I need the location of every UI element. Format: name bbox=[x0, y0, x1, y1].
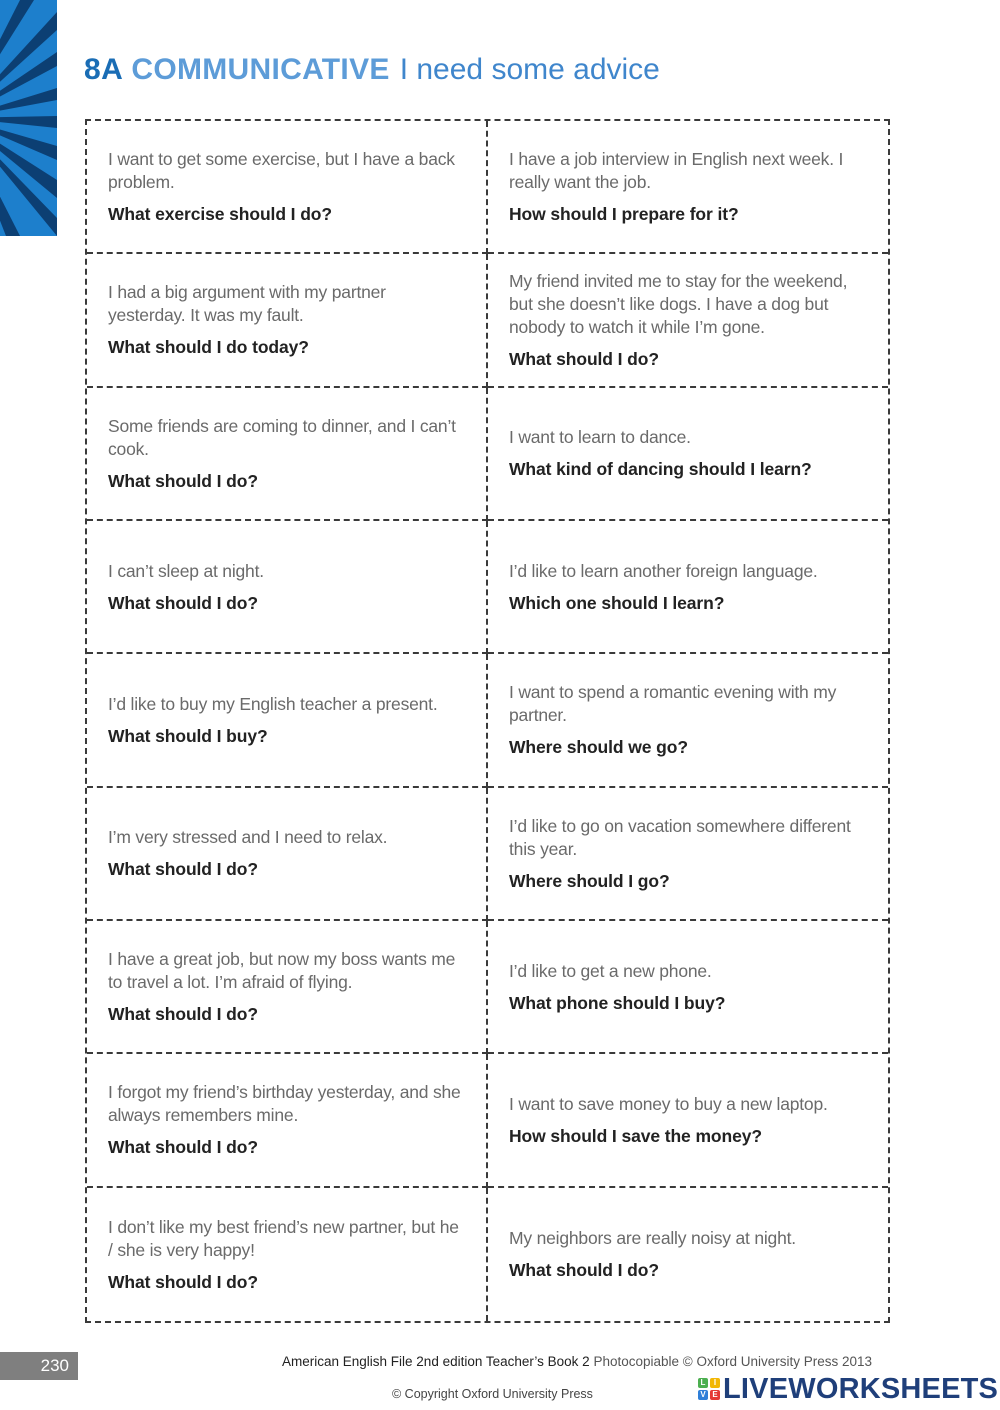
card-question: What kind of dancing should I learn? bbox=[509, 459, 812, 480]
card-question: Which one should I learn? bbox=[509, 592, 725, 613]
card-situation: Some friends are coming to dinner, and I can’t cook. bbox=[108, 415, 456, 459]
logo-square-l: L bbox=[698, 1378, 708, 1388]
page-title bbox=[84, 50, 660, 90]
card-question: What should I do? bbox=[108, 1271, 258, 1292]
logo-wordmark: LIVEWORKSHEETS bbox=[723, 1373, 999, 1405]
card-situation: I can’t sleep at night. bbox=[108, 560, 264, 581]
book-title: American English File 2nd edition Teacher’s Book 2 bbox=[282, 1354, 590, 1369]
card-question: How should I prepare for it? bbox=[509, 204, 739, 225]
card-question: What should I do? bbox=[108, 859, 258, 880]
card-question: What should I do? bbox=[108, 1137, 258, 1158]
card-situation: I want to learn to dance. bbox=[509, 427, 691, 448]
page-number: 230 bbox=[0, 1352, 78, 1380]
sunburst-rays-icon bbox=[0, 0, 57, 236]
logo-square-i: I bbox=[710, 1378, 720, 1388]
advice-card bbox=[87, 654, 488, 787]
card-situation: I’d like to learn another foreign language. bbox=[509, 560, 818, 581]
advice-card bbox=[488, 521, 888, 654]
logo-square-e: E bbox=[710, 1390, 720, 1400]
card-question: What should I do? bbox=[509, 1260, 659, 1281]
card-question: Where should I go? bbox=[509, 870, 670, 891]
card-question: What phone should I buy? bbox=[509, 992, 726, 1013]
advice-card bbox=[488, 254, 888, 387]
footer-credit bbox=[282, 1352, 892, 1372]
logo-square-v: V bbox=[698, 1390, 708, 1400]
card-situation: I don’t like my best friend’s new partner, but he / she is very happy! bbox=[108, 1216, 459, 1260]
advice-card bbox=[87, 254, 488, 387]
card-situation: I have a job interview in English next week. I really want the job. bbox=[509, 149, 844, 193]
advice-card bbox=[488, 388, 888, 521]
liveworksheets-logo[interactable] bbox=[698, 1374, 998, 1404]
live-squares-icon bbox=[698, 1378, 720, 1400]
card-situation: I’d like to go on vacation somewhere different this year. bbox=[509, 815, 851, 859]
advice-card bbox=[488, 1054, 888, 1187]
copyright-notice: © Copyright Oxford University Press bbox=[392, 1387, 593, 1401]
advice-card bbox=[488, 788, 888, 921]
advice-card bbox=[87, 521, 488, 654]
advice-card bbox=[87, 788, 488, 921]
card-question: How should I save the money? bbox=[509, 1125, 762, 1146]
advice-card bbox=[488, 1188, 888, 1321]
card-situation: I want to spend a romantic evening with my partner. bbox=[509, 682, 837, 726]
card-question: What should I buy? bbox=[108, 725, 268, 746]
unit-code: 8A bbox=[84, 53, 124, 86]
card-question: What should I do? bbox=[108, 592, 258, 613]
card-question: What exercise should I do? bbox=[108, 204, 332, 225]
card-question: What should I do today? bbox=[108, 337, 309, 358]
card-question: Where should we go? bbox=[509, 737, 688, 758]
advice-card bbox=[488, 654, 888, 787]
advice-card bbox=[87, 1188, 488, 1321]
card-situation: I want to save money to buy a new laptop. bbox=[509, 1093, 828, 1114]
card-situation: My neighbors are really noisy at night. bbox=[509, 1228, 796, 1249]
card-situation: I’m very stressed and I need to relax. bbox=[108, 827, 388, 848]
card-situation: I have a great job, but now my boss wants me to travel a lot. I’m afraid of flying. bbox=[108, 949, 456, 993]
card-situation: I forgot my friend’s birthday yesterday, and she always remembers mine. bbox=[108, 1082, 461, 1126]
section-type: COMMUNICATIVE bbox=[131, 53, 390, 86]
card-situation: I’d like to buy my English teacher a present. bbox=[108, 693, 438, 714]
advice-card bbox=[488, 921, 888, 1054]
card-question: What should I do? bbox=[108, 1004, 258, 1025]
topic-title: I need some advice bbox=[399, 53, 660, 86]
card-question: What should I do? bbox=[509, 348, 659, 369]
card-question: What should I do? bbox=[108, 470, 258, 491]
card-situation: My friend invited me to stay for the weekend, but she doesn’t like dogs. I have a dog but nobody to watch it while I’m gone. bbox=[509, 270, 848, 337]
advice-cards-grid bbox=[85, 119, 890, 1323]
photocopiable-notice: Photocopiable © Oxford University Press 2013 bbox=[589, 1354, 873, 1369]
advice-card bbox=[87, 121, 488, 254]
card-situation: I want to get some exercise, but I have a back problem. bbox=[108, 149, 455, 193]
decorative-sunburst-band bbox=[0, 0, 57, 236]
card-situation: I’d like to get a new phone. bbox=[509, 960, 712, 981]
card-situation: I had a big argument with my partner yesterday. It was my fault. bbox=[108, 282, 386, 326]
advice-card bbox=[87, 388, 488, 521]
advice-card bbox=[488, 121, 888, 254]
advice-card bbox=[87, 1054, 488, 1187]
advice-card bbox=[87, 921, 488, 1054]
